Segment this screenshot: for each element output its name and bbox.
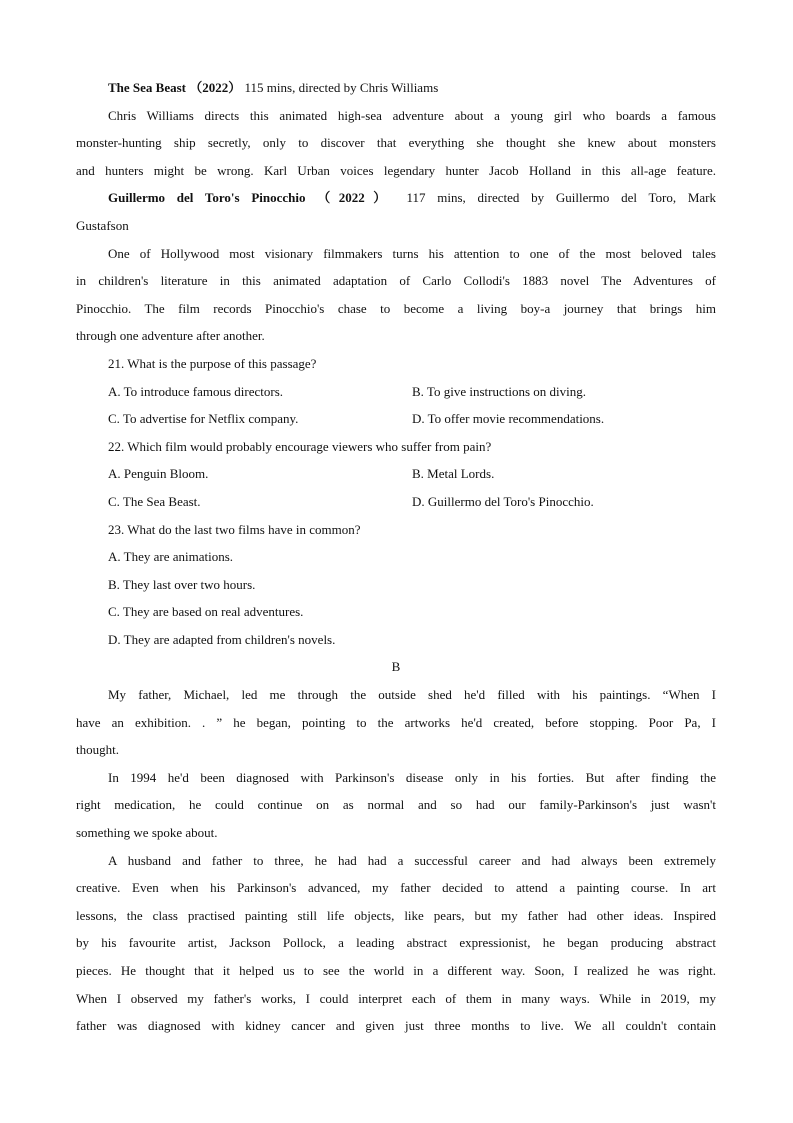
paragraph-line: lessons, the class practised painting still life objects, like pears, but my father had other ideas. Inspired bbox=[76, 907, 716, 923]
film-heading-sea-beast bbox=[76, 74, 716, 102]
paragraph-line: have an exhibition. . ” he began, pointing to the artworks he'd created, before stopping. Poor Pa, I bbox=[76, 714, 716, 730]
film-heading-pinocchio bbox=[76, 184, 716, 212]
option-c: C. They are based on real adventures. bbox=[108, 604, 304, 620]
question-21-stem: 21. What is the purpose of this passage? bbox=[108, 355, 317, 371]
film-meta: 117 mins, directed by Guillermo del Toro, Mark bbox=[394, 190, 716, 206]
paragraph-line: Chris Williams directs this animated high-sea adventure about a young girl who boards a famous bbox=[108, 107, 716, 123]
question-21-options-row-1 bbox=[76, 378, 716, 406]
section-heading: B bbox=[391, 659, 401, 675]
film-meta: 115 mins, directed by Chris Williams bbox=[241, 80, 439, 95]
option-d: D. Guillermo del Toro's Pinocchio. bbox=[412, 493, 594, 509]
paragraph-line: in children's literature in this animated adaptation of Carlo Collodi's 1883 novel The Adventures of bbox=[76, 273, 716, 289]
paragraph-line: through one adventure after another. bbox=[76, 328, 265, 344]
paragraph-line: One of Hollywood most visionary filmmakers turns his attention to one of the most beloved tales bbox=[108, 245, 716, 261]
paragraph-line: My father, Michael, led me through the outside shed he'd filled with his paintings. “When I bbox=[108, 687, 716, 703]
option-a: A. Penguin Bloom. bbox=[108, 466, 209, 482]
question-22-options-row-1 bbox=[76, 460, 716, 488]
paragraph-line: monster-hunting ship secretly, only to discover that everything she thought she knew about monsters bbox=[76, 135, 716, 151]
film-meta-continued: Gustafson bbox=[76, 217, 129, 233]
paragraph-line: When I observed my father's works, I could interpret each of them in many ways. While in 2019, my bbox=[76, 990, 716, 1006]
film-title: Guillermo del Toro's Pinocchio （2022） bbox=[108, 190, 395, 206]
paragraph-line: Pinocchio. The film records Pinocchio's chase to become a living boy-a journey that brings him bbox=[76, 300, 716, 316]
question-23-stem: 23. What do the last two films have in common? bbox=[108, 521, 361, 537]
paragraph-line: something we spoke about. bbox=[76, 825, 218, 841]
option-b: B. Metal Lords. bbox=[412, 466, 495, 482]
option-c: C. The Sea Beast. bbox=[108, 493, 201, 509]
paragraph-line: thought. bbox=[76, 742, 119, 758]
paragraph-line: and hunters might be wrong. Karl Urban voices legendary hunter Jacob Holland in this all-age feature. bbox=[76, 162, 716, 178]
question-22-options-row-2 bbox=[76, 488, 716, 516]
option-d: D. They are adapted from children's novels. bbox=[108, 631, 336, 647]
paragraph-line: In 1994 he'd been diagnosed with Parkinson's disease only in his forties. But after finding the bbox=[108, 769, 716, 785]
question-22-stem: 22. Which film would probably encourage viewers who suffer from pain? bbox=[108, 438, 492, 454]
option-d: D. To offer movie recommendations. bbox=[412, 411, 605, 427]
option-b: B. They last over two hours. bbox=[108, 576, 256, 592]
paragraph-line: creative. Even when his Parkinson's advanced, my father decided to attend a painting course. In art bbox=[76, 880, 716, 896]
paragraph-line: right medication, he could continue on as normal and so had our family-Parkinson's just wasn't bbox=[76, 797, 716, 813]
paragraph-line: father was diagnosed with kidney cancer and given just three months to live. We all couldn't contain bbox=[76, 1018, 716, 1034]
document-page bbox=[76, 74, 716, 1040]
paragraph-line: by his favourite artist, Jackson Pollock, a leading abstract expressionist, he began producing abstract bbox=[76, 935, 716, 951]
paragraph-line: A husband and father to three, he had had a successful career and had always been extremely bbox=[108, 852, 716, 868]
option-c: C. To advertise for Netflix company. bbox=[108, 411, 299, 427]
film-title: The Sea Beast （2022） bbox=[108, 80, 242, 95]
option-a: A. They are animations. bbox=[108, 549, 234, 565]
option-b: B. To give instructions on diving. bbox=[412, 383, 586, 399]
paragraph-line: pieces. He thought that it helped us to see the world in a different way. Soon, I realized he was right. bbox=[76, 963, 716, 978]
question-21-options-row-2 bbox=[76, 405, 716, 433]
option-a: A. To introduce famous directors. bbox=[108, 383, 284, 399]
